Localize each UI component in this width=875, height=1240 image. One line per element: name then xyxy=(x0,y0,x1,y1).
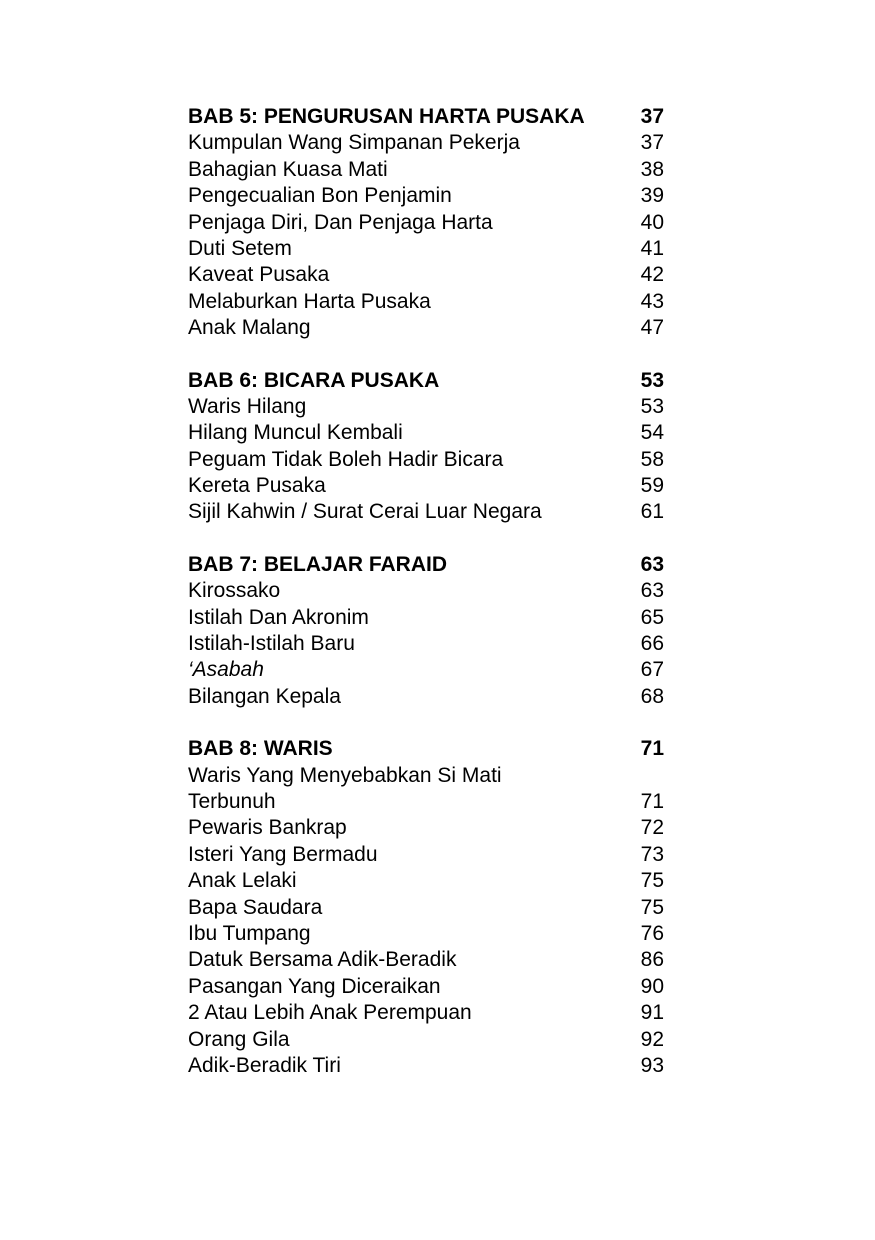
toc-entry xyxy=(188,974,664,1000)
toc-entry xyxy=(188,499,664,525)
entry-title: Orang Gila xyxy=(188,1027,290,1051)
toc-entry xyxy=(188,447,664,473)
toc-entry xyxy=(188,262,664,288)
entry-page-number: 92 xyxy=(640,1027,664,1051)
toc-entry xyxy=(188,763,664,789)
entry-page-number: 40 xyxy=(640,210,664,234)
table-of-contents xyxy=(188,104,664,1105)
chapter-heading xyxy=(188,368,664,394)
entry-title: Anak Malang xyxy=(188,316,311,340)
chapter-page-number: 37 xyxy=(640,105,664,128)
entry-page-number: 38 xyxy=(640,157,664,181)
entry-page-number: 54 xyxy=(640,421,664,445)
chapter-title: BAB 7: BELAJAR FARAID xyxy=(188,552,448,576)
toc-entry xyxy=(188,157,664,183)
toc-entry xyxy=(188,1053,664,1079)
chapter-page-number: 63 xyxy=(640,552,664,576)
entry-page-number: 39 xyxy=(640,184,664,208)
toc-entry xyxy=(188,842,664,868)
entry-page-number: 73 xyxy=(640,842,664,866)
entry-title: Bahagian Kuasa Mati xyxy=(188,157,388,181)
entry-title: Duti Setem xyxy=(188,236,292,260)
toc-entry xyxy=(188,289,664,315)
entry-page-number: 53 xyxy=(640,394,664,418)
chapter-heading xyxy=(188,104,664,130)
toc-entry xyxy=(188,631,664,657)
section-bab-7 xyxy=(188,552,664,710)
toc-entry xyxy=(188,420,664,446)
toc-entry xyxy=(188,578,664,604)
entry-title: Waris Hilang xyxy=(188,394,307,418)
entry-page-number: 91 xyxy=(640,1001,664,1025)
entry-page-number: 59 xyxy=(640,474,664,498)
entry-page-number: 42 xyxy=(640,263,664,287)
section-bab-6 xyxy=(188,368,664,526)
toc-entry xyxy=(188,1000,664,1026)
entry-title: Adik-Beradik Tiri xyxy=(188,1053,341,1077)
toc-entry xyxy=(188,947,664,973)
entry-page-number: 72 xyxy=(640,816,664,840)
toc-entry xyxy=(188,183,664,209)
entry-page-number: 75 xyxy=(640,895,664,919)
entry-page-number: 75 xyxy=(640,869,664,893)
entry-page-number: 90 xyxy=(640,974,664,998)
entry-title: ‘Asabah xyxy=(188,658,264,682)
toc-entry xyxy=(188,868,664,894)
entry-title: Peguam Tidak Boleh Hadir Bicara xyxy=(188,447,504,471)
toc-entry xyxy=(188,315,664,341)
entry-title: Kereta Pusaka xyxy=(188,474,326,498)
toc-entry xyxy=(188,236,664,262)
entry-title: Hilang Muncul Kembali xyxy=(188,421,403,445)
entry-page-number: 71 xyxy=(640,789,664,813)
chapter-heading xyxy=(188,736,664,762)
entry-title: Pengecualian Bon Penjamin xyxy=(188,184,452,208)
toc-entry xyxy=(188,1027,664,1053)
entry-title: Pasangan Yang Diceraikan xyxy=(188,974,441,998)
entry-title: Penjaga Diri, Dan Penjaga Harta xyxy=(188,210,493,234)
entry-page-number: 47 xyxy=(640,316,664,340)
entry-title: Terbunuh xyxy=(188,789,276,813)
entry-title: Isteri Yang Bermadu xyxy=(188,842,378,866)
entry-title: Melaburkan Harta Pusaka xyxy=(188,289,431,313)
entry-title: Istilah Dan Akronim xyxy=(188,605,369,629)
toc-entry xyxy=(188,789,664,815)
entry-page-number: 63 xyxy=(640,579,664,603)
entry-title: Kumpulan Wang Simpanan Pekerja xyxy=(188,131,520,155)
entry-page-number: 65 xyxy=(640,605,664,629)
chapter-title: BAB 5: PENGURUSAN HARTA PUSAKA xyxy=(188,105,585,128)
toc-entry xyxy=(188,684,664,710)
entry-page-number: 41 xyxy=(640,236,664,260)
entry-page-number: 66 xyxy=(640,632,664,656)
section-bab-8 xyxy=(188,736,664,1079)
chapter-heading xyxy=(188,552,664,578)
toc-entry xyxy=(188,210,664,236)
entry-title: 2 Atau Lebih Anak Perempuan xyxy=(188,1001,472,1025)
entry-title: Sijil Kahwin / Surat Cerai Luar Negara xyxy=(188,500,542,524)
entry-page-number: 76 xyxy=(640,921,664,945)
entry-page-number: 68 xyxy=(640,684,664,708)
entry-title: Ibu Tumpang xyxy=(188,921,311,945)
chapter-title: BAB 6: BICARA PUSAKA xyxy=(188,368,440,392)
entry-page-number: 37 xyxy=(640,131,664,155)
entry-page-number: 61 xyxy=(640,500,664,524)
entry-page-number: 58 xyxy=(640,447,664,471)
entry-title: Kirossako xyxy=(188,579,281,603)
entry-page-number: 86 xyxy=(640,948,664,972)
toc-entry xyxy=(188,130,664,156)
entry-title: Waris Yang Menyebabkan Si Mati xyxy=(188,763,502,787)
toc-entry xyxy=(188,657,664,683)
entry-title: Istilah-Istilah Baru xyxy=(188,632,355,656)
entry-title: Pewaris Bankrap xyxy=(188,816,347,840)
toc-entry xyxy=(188,921,664,947)
entry-page-number: 67 xyxy=(640,658,664,682)
toc-entry xyxy=(188,394,664,420)
entry-title: Kaveat Pusaka xyxy=(188,263,330,287)
section-bab-5 xyxy=(188,104,664,342)
entry-title: Bapa Saudara xyxy=(188,895,323,919)
toc-entry xyxy=(188,895,664,921)
entry-page-number: 43 xyxy=(640,289,664,313)
chapter-page-number: 53 xyxy=(640,368,664,392)
entry-title: Bilangan Kepala xyxy=(188,684,341,708)
entry-title: Datuk Bersama Adik-Beradik xyxy=(188,948,457,972)
chapter-page-number: 71 xyxy=(640,737,664,761)
entry-page-number: 93 xyxy=(640,1053,664,1077)
entry-title: Anak Lelaki xyxy=(188,869,297,893)
toc-entry xyxy=(188,473,664,499)
chapter-title: BAB 8: WARIS xyxy=(188,737,333,761)
toc-entry xyxy=(188,605,664,631)
toc-entry xyxy=(188,815,664,841)
